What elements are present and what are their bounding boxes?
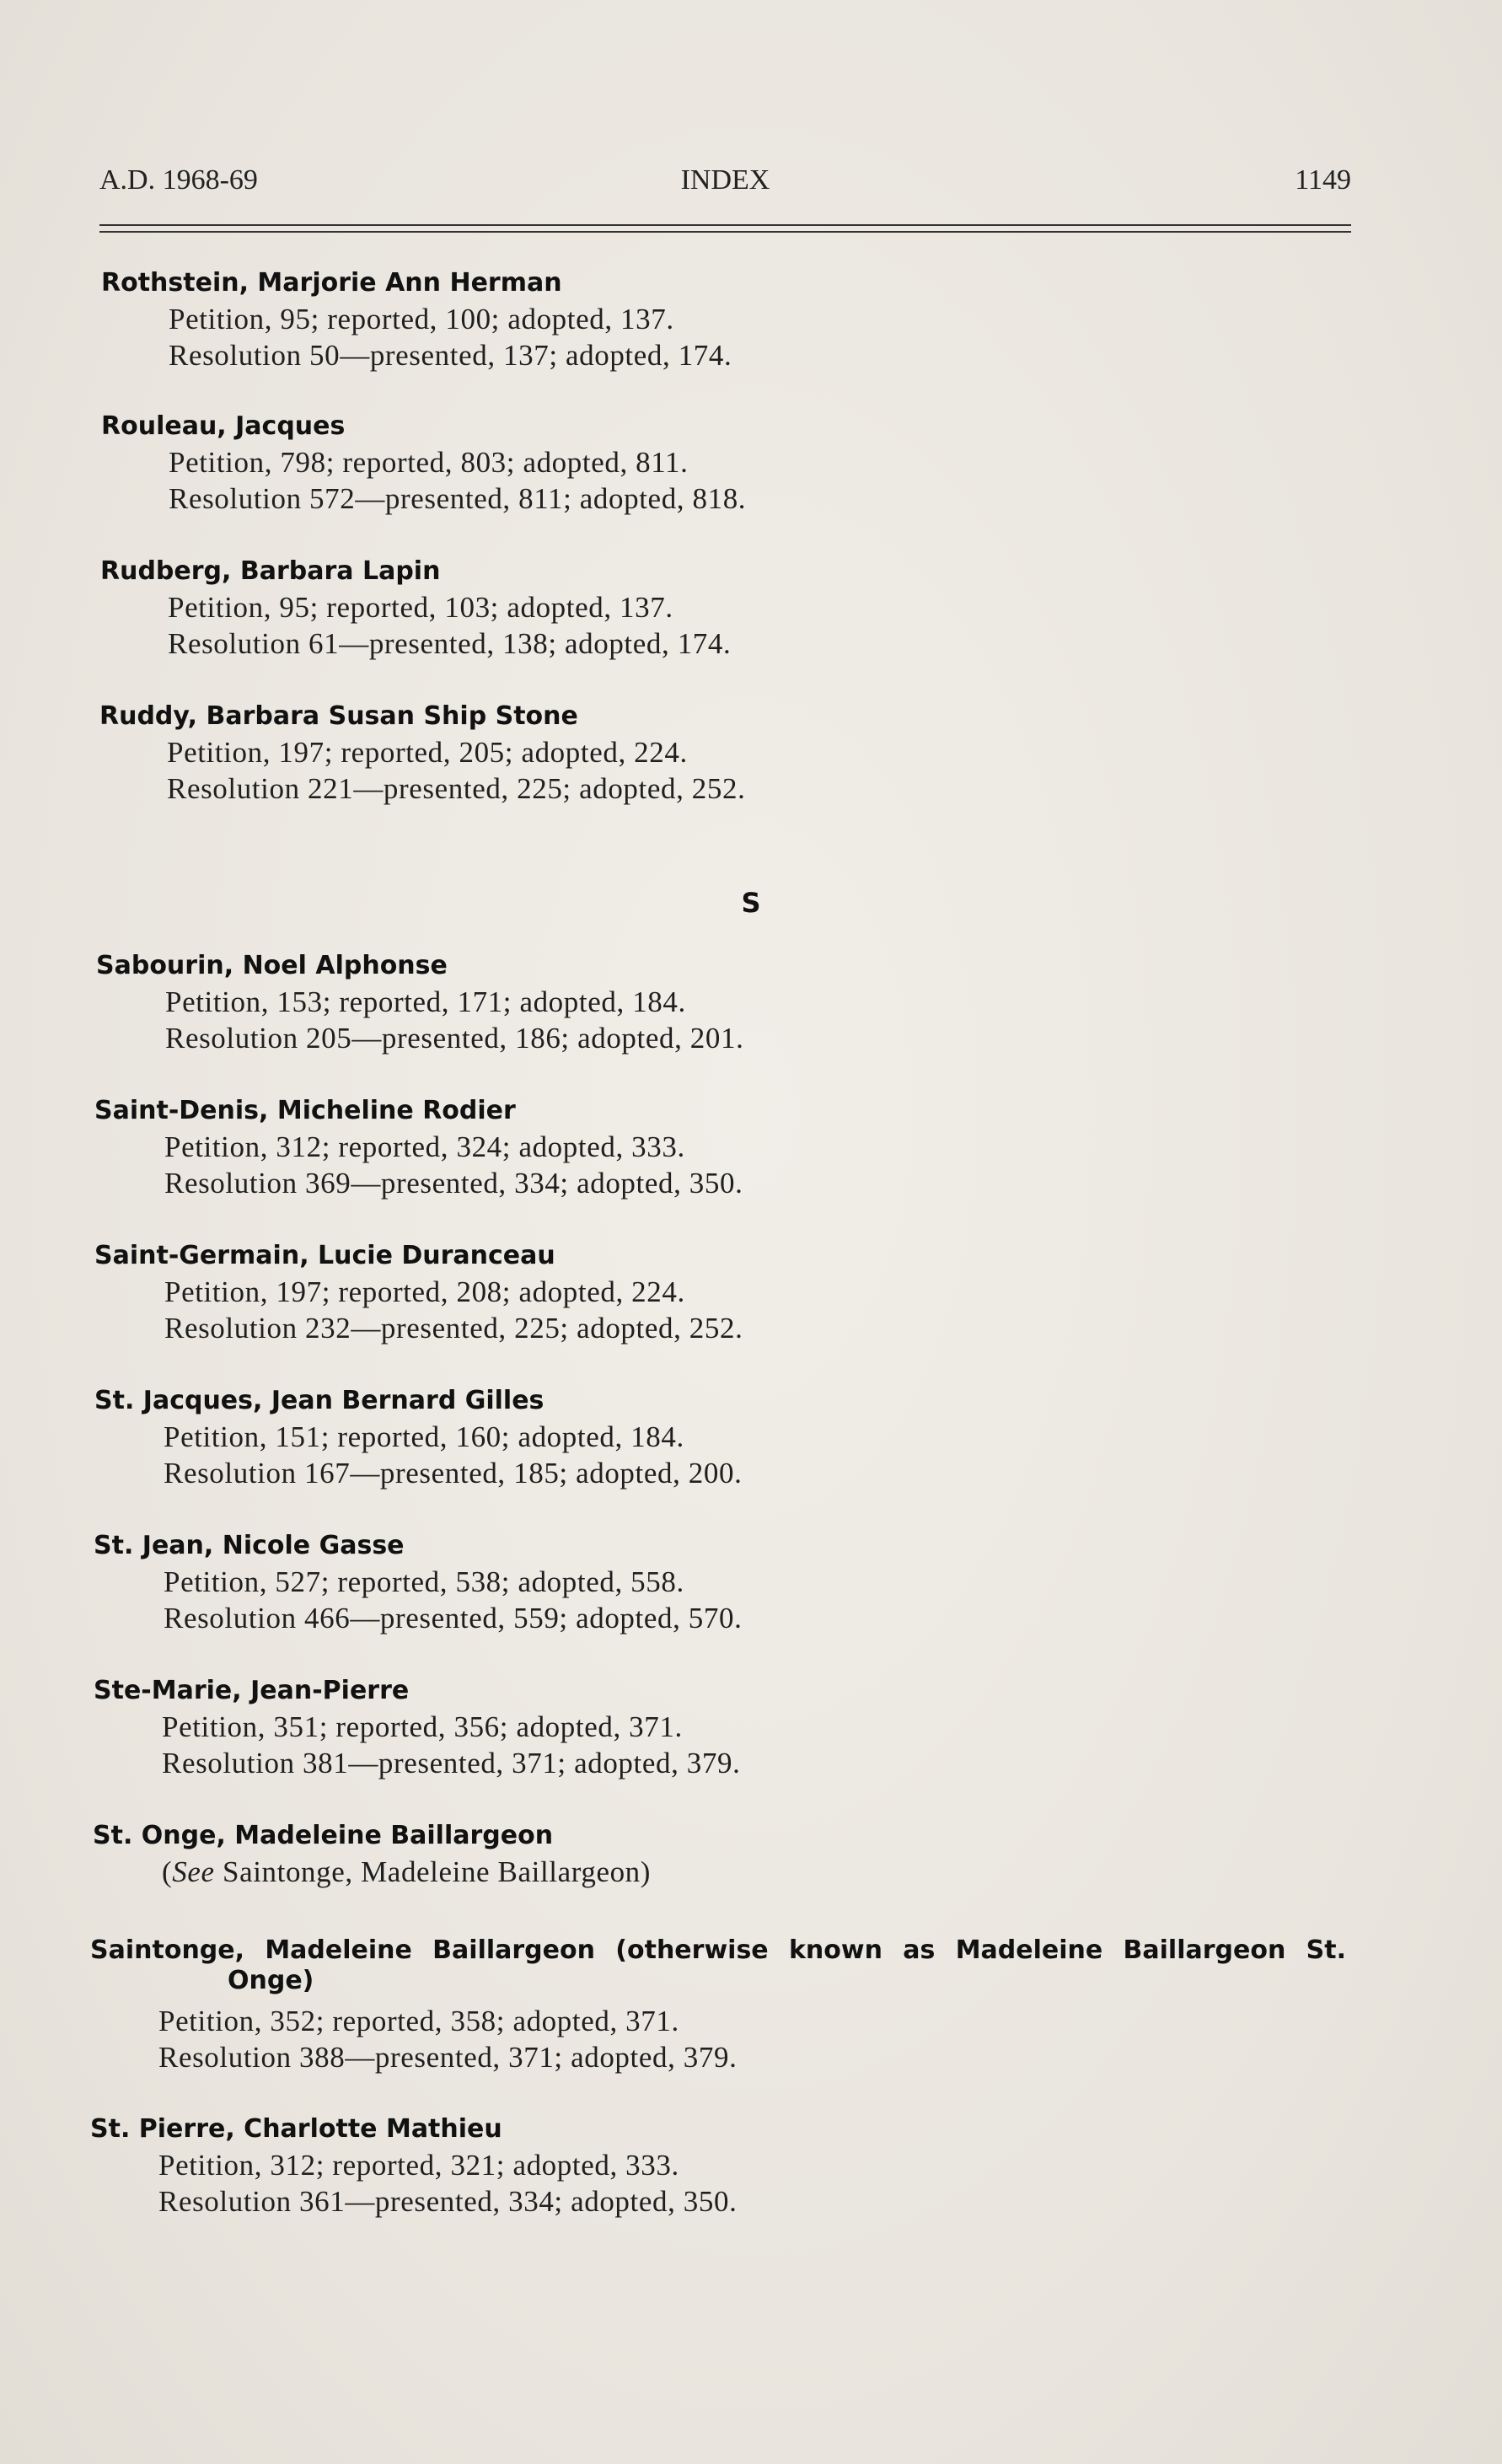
index-entry [0,2114,1502,2220]
entry-resolution: Resolution 388—presented, 371; adopted, 379. [158,2041,738,2074]
entry-petition: Petition, 352; reported, 358; adopted, 371. [158,2005,679,2037]
cross-reference-open: ( [162,1855,173,1888]
entry-name-line-1: Saintonge, Madeleine Baillargeon (otherwise known as Madeleine Baillargeon St. [90,1935,1346,1965]
entry-name [90,1935,1346,1996]
entry-name: Saint-Germain, Lucie Duranceau [94,1241,555,1270]
entry-petition: Petition, 312; reported, 324; adopted, 333. [164,1130,685,1163]
cross-reference-see: See [172,1855,215,1888]
index-entry [0,556,1502,662]
header-title: INDEX [680,164,770,196]
index-entry [0,1096,1502,1201]
index-entry [0,1676,1502,1781]
section-letter: S [741,887,761,919]
entry-resolution: Resolution 381—presented, 371; adopted, 379. [162,1747,741,1780]
entry-petition: Petition, 151; reported, 160; adopted, 184. [164,1420,684,1453]
entry-resolution: Resolution 205—presented, 186; adopted, 201. [165,1022,744,1055]
entry-name: St. Pierre, Charlotte Mathieu [90,2114,502,2144]
entry-petition: Petition, 312; reported, 321; adopted, 333. [158,2149,679,2182]
entry-name: Saint-Denis, Micheline Rodier [94,1096,516,1125]
entry-name: Rudberg, Barbara Lapin [100,556,441,586]
entry-name: Ruddy, Barbara Susan Ship Stone [99,701,578,731]
running-header [99,164,1351,207]
entry-name: St. Jacques, Jean Bernard Gilles [94,1386,544,1415]
entry-resolution: Resolution 61—presented, 138; adopted, 174. [168,627,732,660]
entry-resolution: Resolution 232—presented, 225; adopted, 252. [164,1312,743,1345]
entry-name: Rouleau, Jacques [101,411,346,441]
entry-petition: Petition, 351; reported, 356; adopted, 371. [162,1710,683,1743]
entry-resolution: Resolution 361—presented, 334; adopted, 350. [158,2185,738,2218]
entry-petition: Petition, 197; reported, 205; adopted, 224. [167,736,688,769]
entry-resolution: Resolution 221—presented, 225; adopted, 252. [167,772,746,805]
index-entry [0,411,1502,517]
cross-reference-target: Saintonge, Madeleine Baillargeon) [223,1855,652,1888]
entry-petition: Petition, 798; reported, 803; adopted, 811. [169,446,689,479]
entry-petition: Petition, 197; reported, 208; adopted, 224. [164,1275,685,1308]
entry-resolution: Resolution 572—presented, 811; adopted, 818. [169,482,747,515]
entry-resolution: Resolution 50—presented, 137; adopted, 174. [169,339,732,372]
entry-petition: Petition, 95; reported, 103; adopted, 137. [168,591,673,624]
header-rule-bottom [99,231,1351,233]
entry-name: St. Jean, Nicole Gasse [94,1531,405,1560]
header-rule-top [99,224,1351,226]
entry-petition: Petition, 527; reported, 538; adopted, 558. [164,1565,684,1598]
header-year: A.D. 1968-69 [99,164,258,196]
entry-resolution: Resolution 369—presented, 334; adopted, 350. [164,1167,743,1200]
index-entry [0,1241,1502,1346]
index-entry [0,1386,1502,1491]
entry-name: Ste-Marie, Jean-Pierre [94,1676,410,1705]
index-entry [0,1821,1502,1890]
index-entry [0,701,1502,807]
entry-resolution: Resolution 167—presented, 185; adopted, 200. [164,1457,743,1490]
entry-name-line-2: Onge) [228,1966,314,1995]
cross-reference [162,1854,1502,1890]
entry-resolution: Resolution 466—presented, 559; adopted, 570. [164,1602,743,1635]
entry-petition: Petition, 95; reported, 100; adopted, 137. [169,303,674,336]
index-entry [0,1531,1502,1636]
entry-name: Sabourin, Noel Alphonse [96,951,448,980]
entry-name: St. Onge, Madeleine Baillargeon [93,1821,554,1850]
page-number: 1149 [1295,164,1351,196]
entry-name: Rothstein, Marjorie Ann Herman [101,268,562,298]
entry-name-text [90,1935,1346,1996]
index-entry [0,1935,1502,2075]
index-entry [0,268,1502,373]
entry-petition: Petition, 153; reported, 171; adopted, 184. [165,985,686,1018]
index-entry [0,951,1502,1056]
